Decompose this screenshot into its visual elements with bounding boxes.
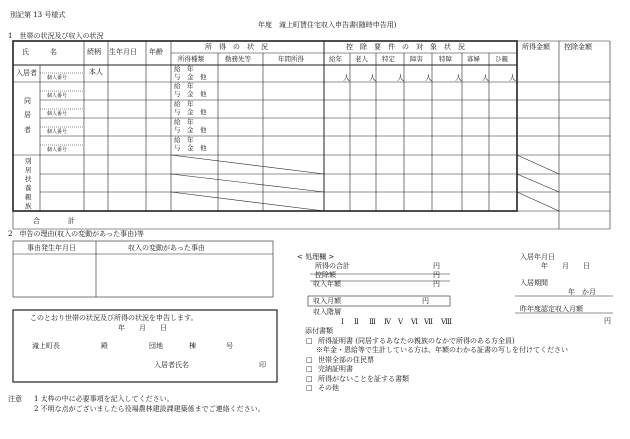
- income-line-2: 与 金 他: [174, 73, 207, 81]
- class-numeral: Ⅵ: [411, 318, 419, 326]
- header-relationship: 続柄: [87, 48, 101, 56]
- reason-header: 収入の変動があった事由: [128, 244, 205, 252]
- header-age: 年齢: [149, 48, 163, 56]
- header-income-type: 所得種類: [178, 55, 204, 63]
- section1-heading: 1 世帯の状況及び収入の状況: [8, 32, 104, 40]
- separate-char: 養: [25, 184, 32, 192]
- separate-char: 親: [25, 193, 32, 201]
- declaration-complex: 団地: [149, 342, 163, 350]
- processing-heading: < 処理欄 >: [297, 253, 335, 261]
- pension-note: ※年金・恩給等で生計している方は、年額のわかる証書の写しを付けてください: [316, 346, 568, 354]
- declaration-text: このとおり世帯の状況及び所得の状況を申告します。: [30, 314, 198, 322]
- header-ded-elderly-dep: 給年: [329, 55, 342, 63]
- processing-monthly-income: 収入月額: [313, 297, 341, 305]
- yen-unit: 円: [433, 271, 440, 279]
- tenant-label: 入居者: [16, 69, 37, 77]
- processing-income-total: 所得の合計: [315, 262, 350, 270]
- separate-char: 族: [25, 202, 32, 210]
- header-birthdate: 生年月日: [109, 48, 137, 56]
- header-deduction: 控 除 要 件 の 対 象 状 況: [346, 43, 465, 51]
- class-numeral: Ⅴ: [398, 318, 404, 326]
- attachment-checkbox-no-income[interactable]: □: [306, 375, 313, 383]
- attachment-label: 所得がないことを証する書類: [318, 375, 409, 383]
- header-deduction-amount: 控除金額: [564, 43, 592, 51]
- tenant-relationship: 本人: [89, 68, 103, 76]
- class-numeral: Ⅰ: [341, 318, 344, 326]
- yen-unit: 円: [604, 317, 611, 325]
- class-numeral: Ⅱ: [354, 318, 359, 326]
- header-ded-elderly: 老人: [355, 55, 368, 63]
- income-line-2: 与 金 他: [174, 108, 207, 116]
- individual-number-label: 個人番号: [47, 75, 68, 81]
- income-line-1: 給 年: [174, 100, 194, 108]
- individual-number-label: 個人番号: [47, 111, 68, 117]
- declaration-mayor: 滝上町長: [32, 342, 60, 350]
- income-line-1: 給 年: [174, 82, 194, 90]
- declaration-building: 棟: [189, 342, 196, 350]
- processing-income-class: 収入階層: [313, 308, 341, 316]
- class-numeral: Ⅲ: [369, 318, 376, 326]
- class-numeral: Ⅳ: [384, 318, 391, 326]
- header-workplace: 勤務先等: [225, 55, 251, 63]
- note-item-2: 2 不明な点がございましたら役場農林建設課建築係までご連絡ください。: [34, 405, 265, 413]
- separate-char: 扶: [25, 175, 32, 183]
- attachment-checkbox-resident-record[interactable]: □: [306, 356, 313, 364]
- header-name: 氏 名: [22, 48, 57, 56]
- unit-person: 人: [343, 74, 350, 82]
- income-line-2: 与 金 他: [174, 90, 207, 98]
- header-ded-disabled: 障害: [410, 55, 423, 63]
- section2-heading: 2 申告の理由(収入の変動があった事由)等: [8, 230, 144, 238]
- yen-unit: 円: [433, 262, 440, 270]
- processing-deduction: 控除額: [315, 271, 336, 279]
- declaration-date: 年 月 日: [118, 324, 167, 332]
- attachment-checkbox-other[interactable]: □: [306, 384, 313, 392]
- form-number: 別記第 13 号様式: [10, 11, 66, 19]
- form-title: 年度 滝上町賃住宅収入申告書(随時申告用): [258, 21, 397, 29]
- unit-person: 人: [397, 74, 404, 82]
- reason-date-header: 事由発生年月日: [27, 244, 76, 252]
- header-ded-single: ひ親: [495, 55, 508, 63]
- header-ded-special-dis: 特障: [439, 55, 452, 63]
- header-income-status: 所 得 の 状 況: [205, 43, 268, 51]
- header-annual-income: 年間所得: [278, 55, 304, 63]
- cohabitant-char: 居: [24, 111, 31, 119]
- unit-person: 人: [509, 74, 516, 82]
- income-line-2: 与 金 他: [174, 126, 207, 134]
- yen-unit: 円: [433, 280, 440, 288]
- yen-unit: 円: [422, 297, 429, 305]
- declaration-unit: 号: [226, 342, 233, 350]
- income-line-2: 与 金 他: [174, 144, 207, 152]
- attachment-label: 所得証明書 (同居するあなたの親族のなかで所得のある方全員): [318, 337, 515, 345]
- individual-number-label: 個人番号: [47, 93, 68, 99]
- attachment-label: 完納証明書: [318, 365, 353, 373]
- class-numeral: Ⅶ: [424, 318, 434, 326]
- declaration-seal: 印: [259, 361, 266, 369]
- move-in-date-label: 入居年月日: [520, 253, 555, 261]
- unit-person: 人: [369, 74, 376, 82]
- move-in-period-label: 入居期間: [520, 279, 548, 287]
- unit-person: 人: [425, 74, 432, 82]
- income-line-1: 給 年: [174, 118, 194, 126]
- processing-income-amount: 収入年額: [313, 280, 341, 288]
- unit-person: 人: [482, 74, 489, 82]
- separate-char: 別: [25, 157, 32, 165]
- move-in-period-value: 年 か月: [568, 288, 596, 296]
- unit-person: 人: [455, 74, 462, 82]
- attachment-label: 世帯全部の住民票: [318, 356, 374, 364]
- declaration-tenant-name: 入居者氏名: [154, 361, 189, 369]
- income-line-1: 給 年: [174, 136, 194, 144]
- attachments-heading: 添付書類: [305, 327, 333, 335]
- total-label: 合 計: [33, 217, 75, 225]
- income-line-1: 給 年: [174, 65, 194, 73]
- header-income-amount: 所得金額: [522, 43, 550, 51]
- attachment-checkbox-income-cert[interactable]: □: [306, 337, 313, 345]
- separate-char: 居: [25, 166, 32, 174]
- attachment-label: その他: [318, 384, 339, 392]
- header-ded-widow: 寡婦: [467, 55, 480, 63]
- individual-number-label: 個人番号: [47, 129, 68, 135]
- cohabitant-char: 同: [24, 97, 31, 105]
- attachment-checkbox-tax-paid[interactable]: □: [306, 365, 313, 373]
- cohabitant-char: 者: [24, 126, 31, 134]
- prev-certified-label: 昨年度認定収入月額: [520, 305, 583, 313]
- class-numeral: Ⅷ: [441, 318, 453, 326]
- move-in-date-value: 年 月 日: [541, 262, 590, 270]
- note-item-1: 1 太枠の中に必要事項を記入してください。: [34, 395, 174, 403]
- notes-label: 注意: [8, 395, 22, 403]
- declaration-honorific: 殿: [101, 342, 108, 350]
- header-ded-special: 特定: [382, 55, 395, 63]
- individual-number-label: 個人番号: [47, 147, 68, 153]
